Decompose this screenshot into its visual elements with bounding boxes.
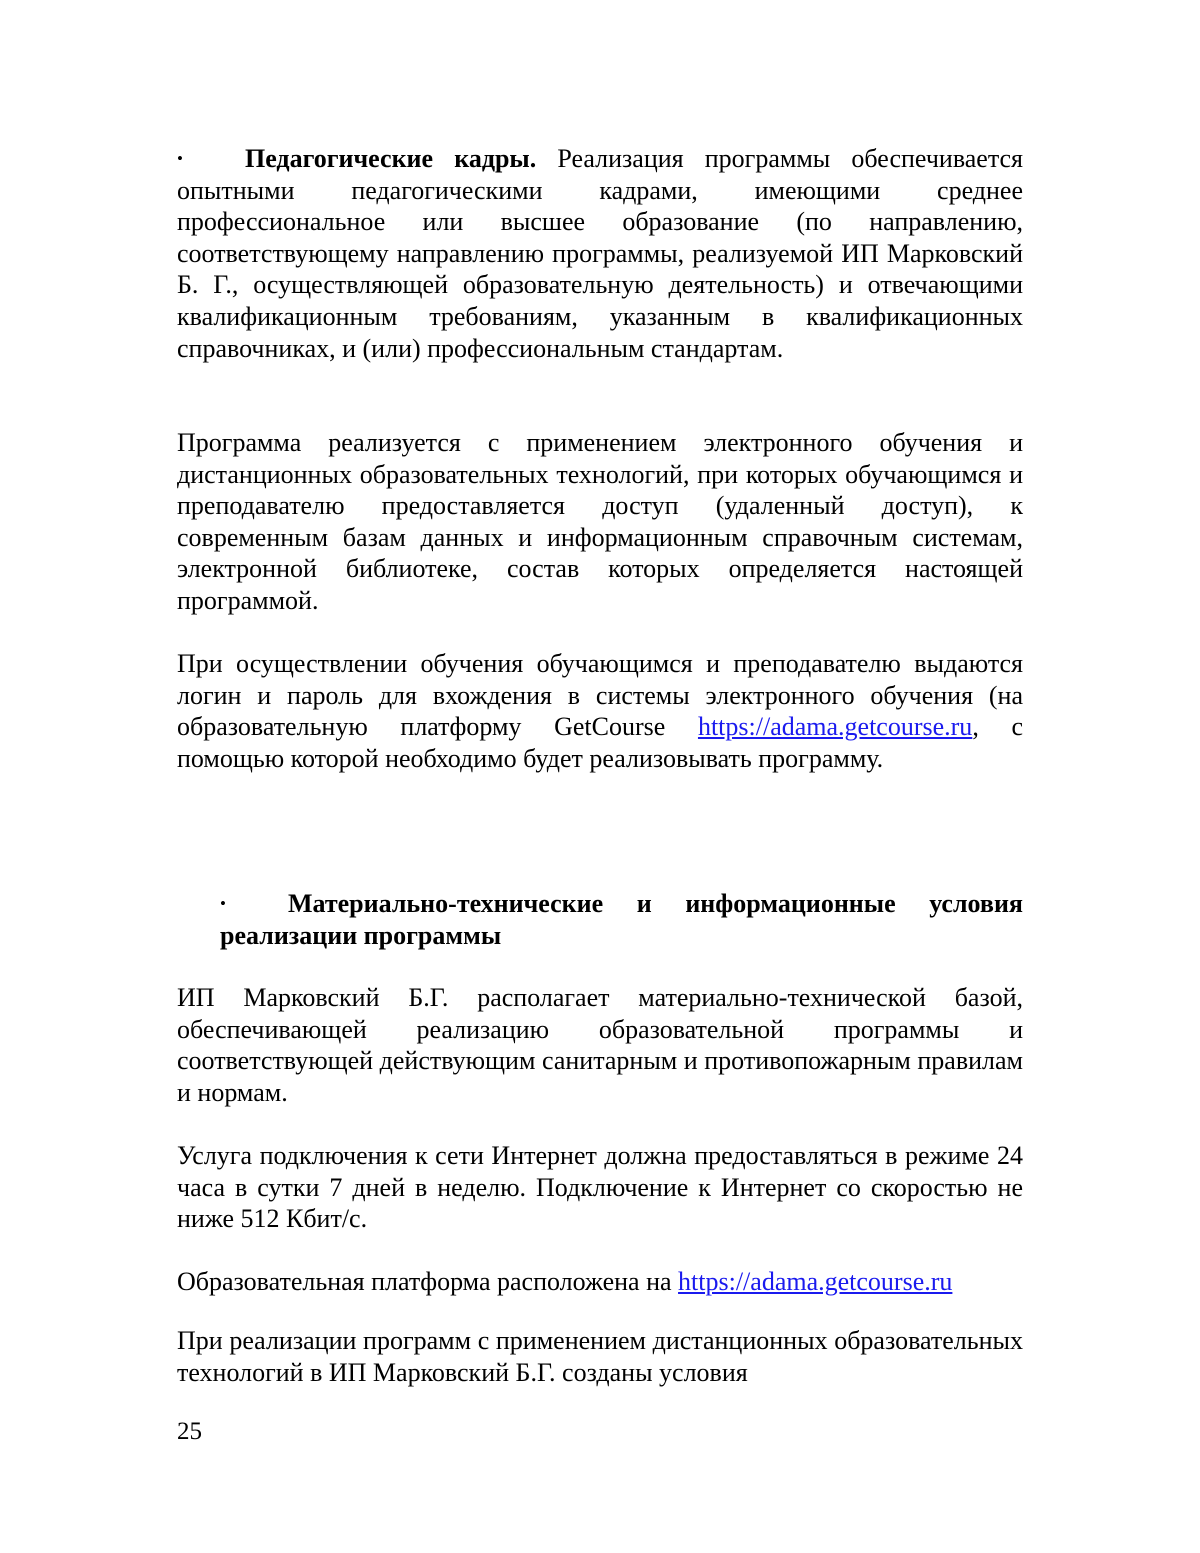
platform-text: Образовательная платформа расположена на — [177, 1267, 672, 1296]
internet-paragraph: Услуга подключения к сети Интернет должна предоставляться в режиме 24 часа в сутки 7 дней в неделю. Подключение к Интернет со скоростью не ниже 512 Кбит/с. — [177, 1141, 1023, 1234]
staff-text: Реализация программы обеспечивается опытными педагогическими кадрами, имеющими среднее профессиональное или высшее образование (по направлению, соответствующему направлению программы, реализуемой ИП Марковский Б. Г., осуществляющей образовательную деятельность) и отвечающими квалификационным требованиям, указанным в квалификационных справочниках, и (или) профессиональным стандартам. — [177, 144, 1024, 363]
login-paragraph — [177, 648, 1023, 774]
elearning-paragraph: Программа реализуется с применением электронного обучения и дистанционных образовательных технологий, при которых обучающимся и преподавателю предоставляется доступ (удаленный доступ), к современным базам данных и информационным справочным системам, электронной библиотеке, состав которых определяется настоящей программой. — [177, 428, 1023, 615]
staff-heading: Педагогические кадры. — [245, 144, 537, 173]
bullet-icon: • — [177, 149, 183, 168]
bullet-icon: • — [220, 894, 226, 913]
material-section-heading — [220, 888, 1023, 951]
page-number: 25 — [177, 1418, 202, 1445]
login-text-before: При осуществлении обучения обучающимся и преподавателю выдаются логин и пароль для вхождения в системы электронного обучения (на образовательную платформу GetCourse — [177, 649, 1023, 742]
distance-paragraph: При реализации программ с применением дистанционных образовательных технологий в ИП Марковский Б.Г. созданы условия — [177, 1326, 1023, 1387]
staff-paragraph — [177, 143, 1023, 364]
base-paragraph: ИП Марковский Б.Г. располагает материально-технической базой, обеспечивающей реализацию образовательной программы и соответствующей действующим санитарным и противопожарным правилам и нормам. — [177, 983, 1023, 1107]
material-heading-text: Материально-технические и информационные условия реализации программы — [220, 889, 1023, 950]
getcourse-link[interactable]: https://adama.getcourse.ru — [697, 712, 973, 742]
platform-paragraph — [177, 1266, 1023, 1298]
login-text-after: , с помощью которой необходимо будет реализовывать программу. — [177, 712, 1024, 773]
platform-link[interactable]: https://adama.getcourse.ru — [678, 1267, 953, 1296]
